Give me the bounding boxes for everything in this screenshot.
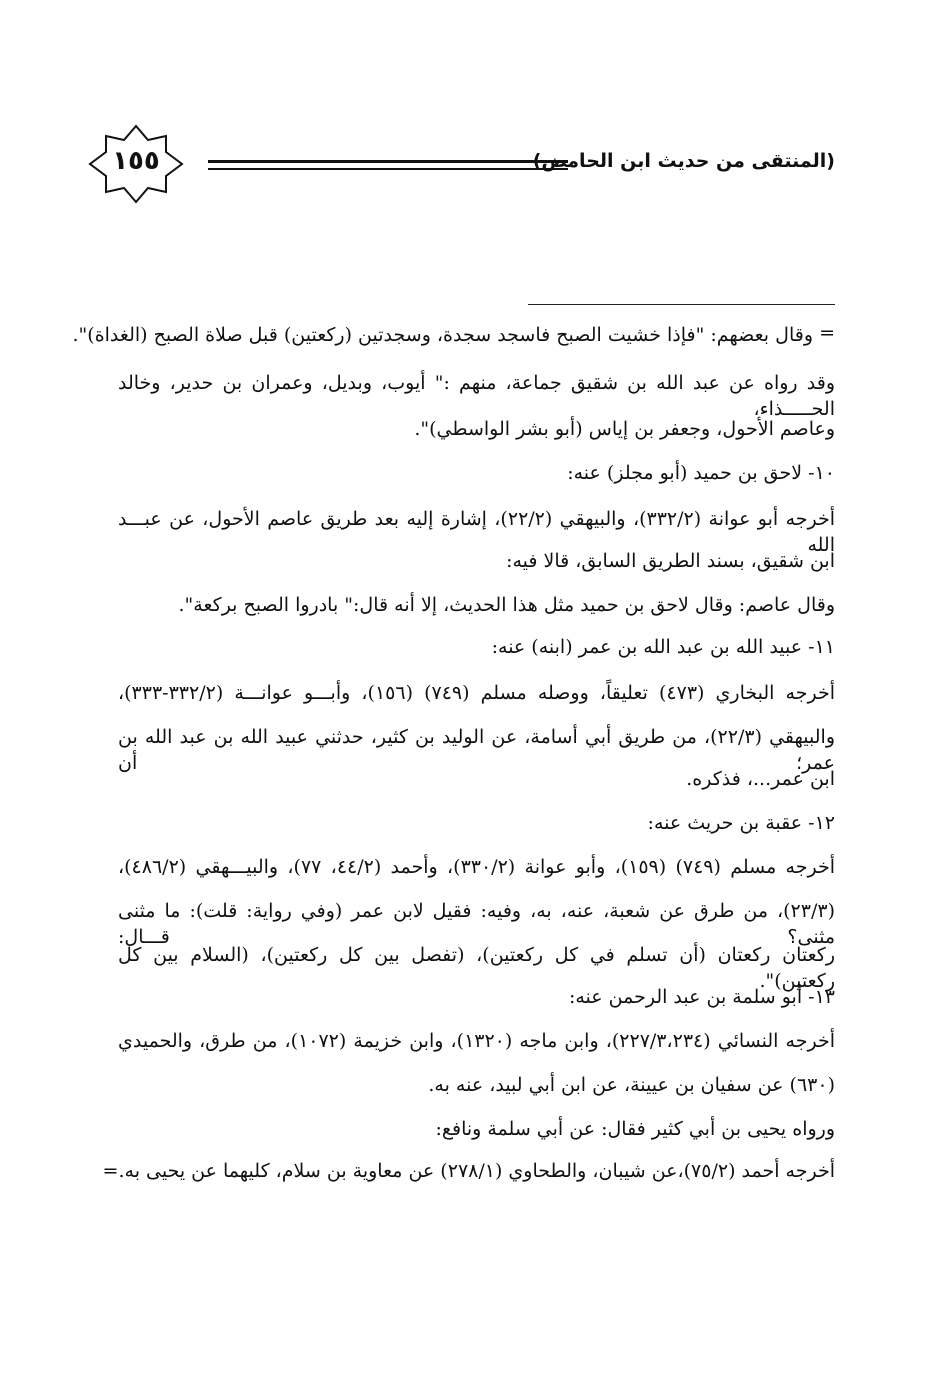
text-line: وقد رواه عن عبد الله بن شقيق جماعة، منهم :" أيوب، وبديل، وعمران بن حدير، وخالد الحـــــذاء، bbox=[118, 372, 835, 420]
running-header-title: (المنتقى من حديث ابن الحامض) bbox=[532, 150, 835, 172]
section-heading: ١١- عبيد الله بن عبد الله بن عمر (ابنه) عنه: bbox=[491, 636, 835, 658]
section-heading: ١٣- أبو سلمة بن عبد الرحمن عنه: bbox=[568, 986, 835, 1008]
page-number: ١٥٥ bbox=[112, 146, 160, 176]
text-line: أخرجه أحمد (٧٥/٢)،عن شيبان، والطحاوي (٢٧٨/١) عن معاوية بن سلام، كليهما عن يحيى به.= bbox=[102, 1160, 835, 1182]
section-heading: ١٢- عقبة بن حريث عنه: bbox=[647, 812, 835, 834]
text-line: أخرجه أبو عوانة (٣٣٢/٢)، والبيهقي (٢٢/٢)، إشارة إليه بعد طريق عاصم الأحول، عن عبـــد الله bbox=[118, 508, 836, 556]
text-line: (٦٣٠) عن سفيان بن عيينة، عن ابن أبي لبيد، عنه به. bbox=[428, 1074, 835, 1096]
text-line: والبيهقي (٢٢/٣)، من طريق أبي أسامة، عن الوليد بن كثير، حدثني عبيد الله بن عبد الله بن عمر؛ أن bbox=[118, 726, 836, 774]
text-line: أخرجه مسلم (٧٤٩) (١٥٩)، وأبو عوانة (٣٣٠/٢)، وأحمد (٤٤/٢، ٧٧)، والبيـــهقي (٤٨٦/٢)، bbox=[118, 856, 835, 878]
text-line: وعاصم الأحول، وجعفر بن إياس (أبو بشر الواسطي)". bbox=[414, 418, 835, 440]
section-heading: ١٠- لاحق بن حميد (أبو مجلز) عنه: bbox=[567, 462, 835, 484]
text-line: أخرجه النسائي (٢٢٧/٣،٢٣٤)، وابن ماجه (١٣٢٠)، وابن خزيمة (١٠٧٢)، من طرق، والحميدي bbox=[118, 1030, 835, 1052]
text-line: وقال عاصم: وقال لاحق بن حميد مثل هذا الحديث، إلا أنه قال:" بادروا الصبح بركعة". bbox=[178, 594, 835, 616]
text-line: ورواه يحيى بن أبي كثير فقال: عن أبي سلمة ونافع: bbox=[435, 1118, 835, 1140]
text-line: ابن شقيق، بسند الطريق السابق، قالا فيه: bbox=[506, 550, 835, 572]
text-line: (٢٣/٣)، من طرق عن شعبة، عنه، به، وفيه: فقيل لابن عمر (وفي رواية: قلت): ما مثنى مثنى؟ قـــال: bbox=[118, 900, 835, 948]
header-rule-thin bbox=[208, 168, 568, 170]
text-line: أخرجه البخاري (٤٧٣) تعليقاً، ووصله مسلم (٧٤٩) (١٥٦)، وأبـــو عوانـــة (٣٣٢/٢-٣٣٣)، bbox=[118, 682, 835, 704]
text-line: وقال بعضهم: "فإذا خشيت الصبح فاسجد سجدة، وسجدتين (ركعتين) قبل صلاة الصبح (الغداة)". bbox=[72, 324, 813, 346]
text-line: ابن عمر...، فذكره. bbox=[686, 768, 835, 790]
continuation-mark: = bbox=[819, 322, 835, 344]
text-line: ركعتان ركعتان (أن تسلم في كل ركعتين)، (تفصل بين كل ركعتين)، (السلام بين كل ركعتين)". bbox=[118, 944, 835, 992]
footnote-separator bbox=[528, 304, 835, 305]
header-rule-thick bbox=[208, 160, 568, 163]
